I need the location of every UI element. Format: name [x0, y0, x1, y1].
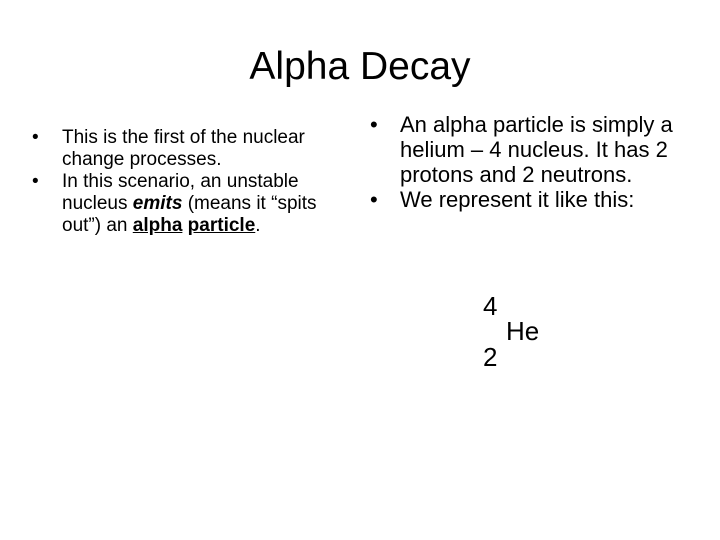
bullet-representation: [370, 187, 690, 212]
bullet-marker: •: [32, 127, 39, 148]
element-symbol: He: [506, 316, 540, 346]
right-bullet-list: [370, 112, 690, 212]
term-alpha: alpha: [132, 215, 183, 236]
bullet-text: An alpha particle is simply a helium – 4 nucleus. It has 2 protons and 2 neutrons.: [400, 112, 673, 187]
bullet-text-middle: (means it “spits out”) an: [62, 193, 317, 236]
bullet-marker: •: [32, 171, 39, 192]
bullet-text: This is the first of the nuclear change processes.: [62, 127, 305, 170]
slide-title: Alpha Decay: [249, 45, 471, 88]
mass-number: 4: [483, 291, 498, 321]
bullet-marker: •: [370, 112, 378, 137]
emphasis-emits: emits: [132, 193, 183, 214]
bullet-text-end: .: [255, 215, 261, 236]
atomic-number: 2: [483, 342, 498, 372]
bullet-alpha-particle-definition: [370, 112, 690, 187]
term-particle: particle: [187, 215, 256, 236]
bullet-unstable-nucleus: [32, 171, 332, 237]
left-bullet-list: [32, 127, 332, 237]
helium-nuclide-notation: [480, 292, 600, 382]
bullet-text-start: In this scenario, an unstable nucleus: [62, 171, 299, 214]
bullet-first-process: [32, 127, 332, 171]
bullet-text: We represent it like this:: [400, 187, 635, 212]
bullet-marker: •: [370, 187, 378, 212]
